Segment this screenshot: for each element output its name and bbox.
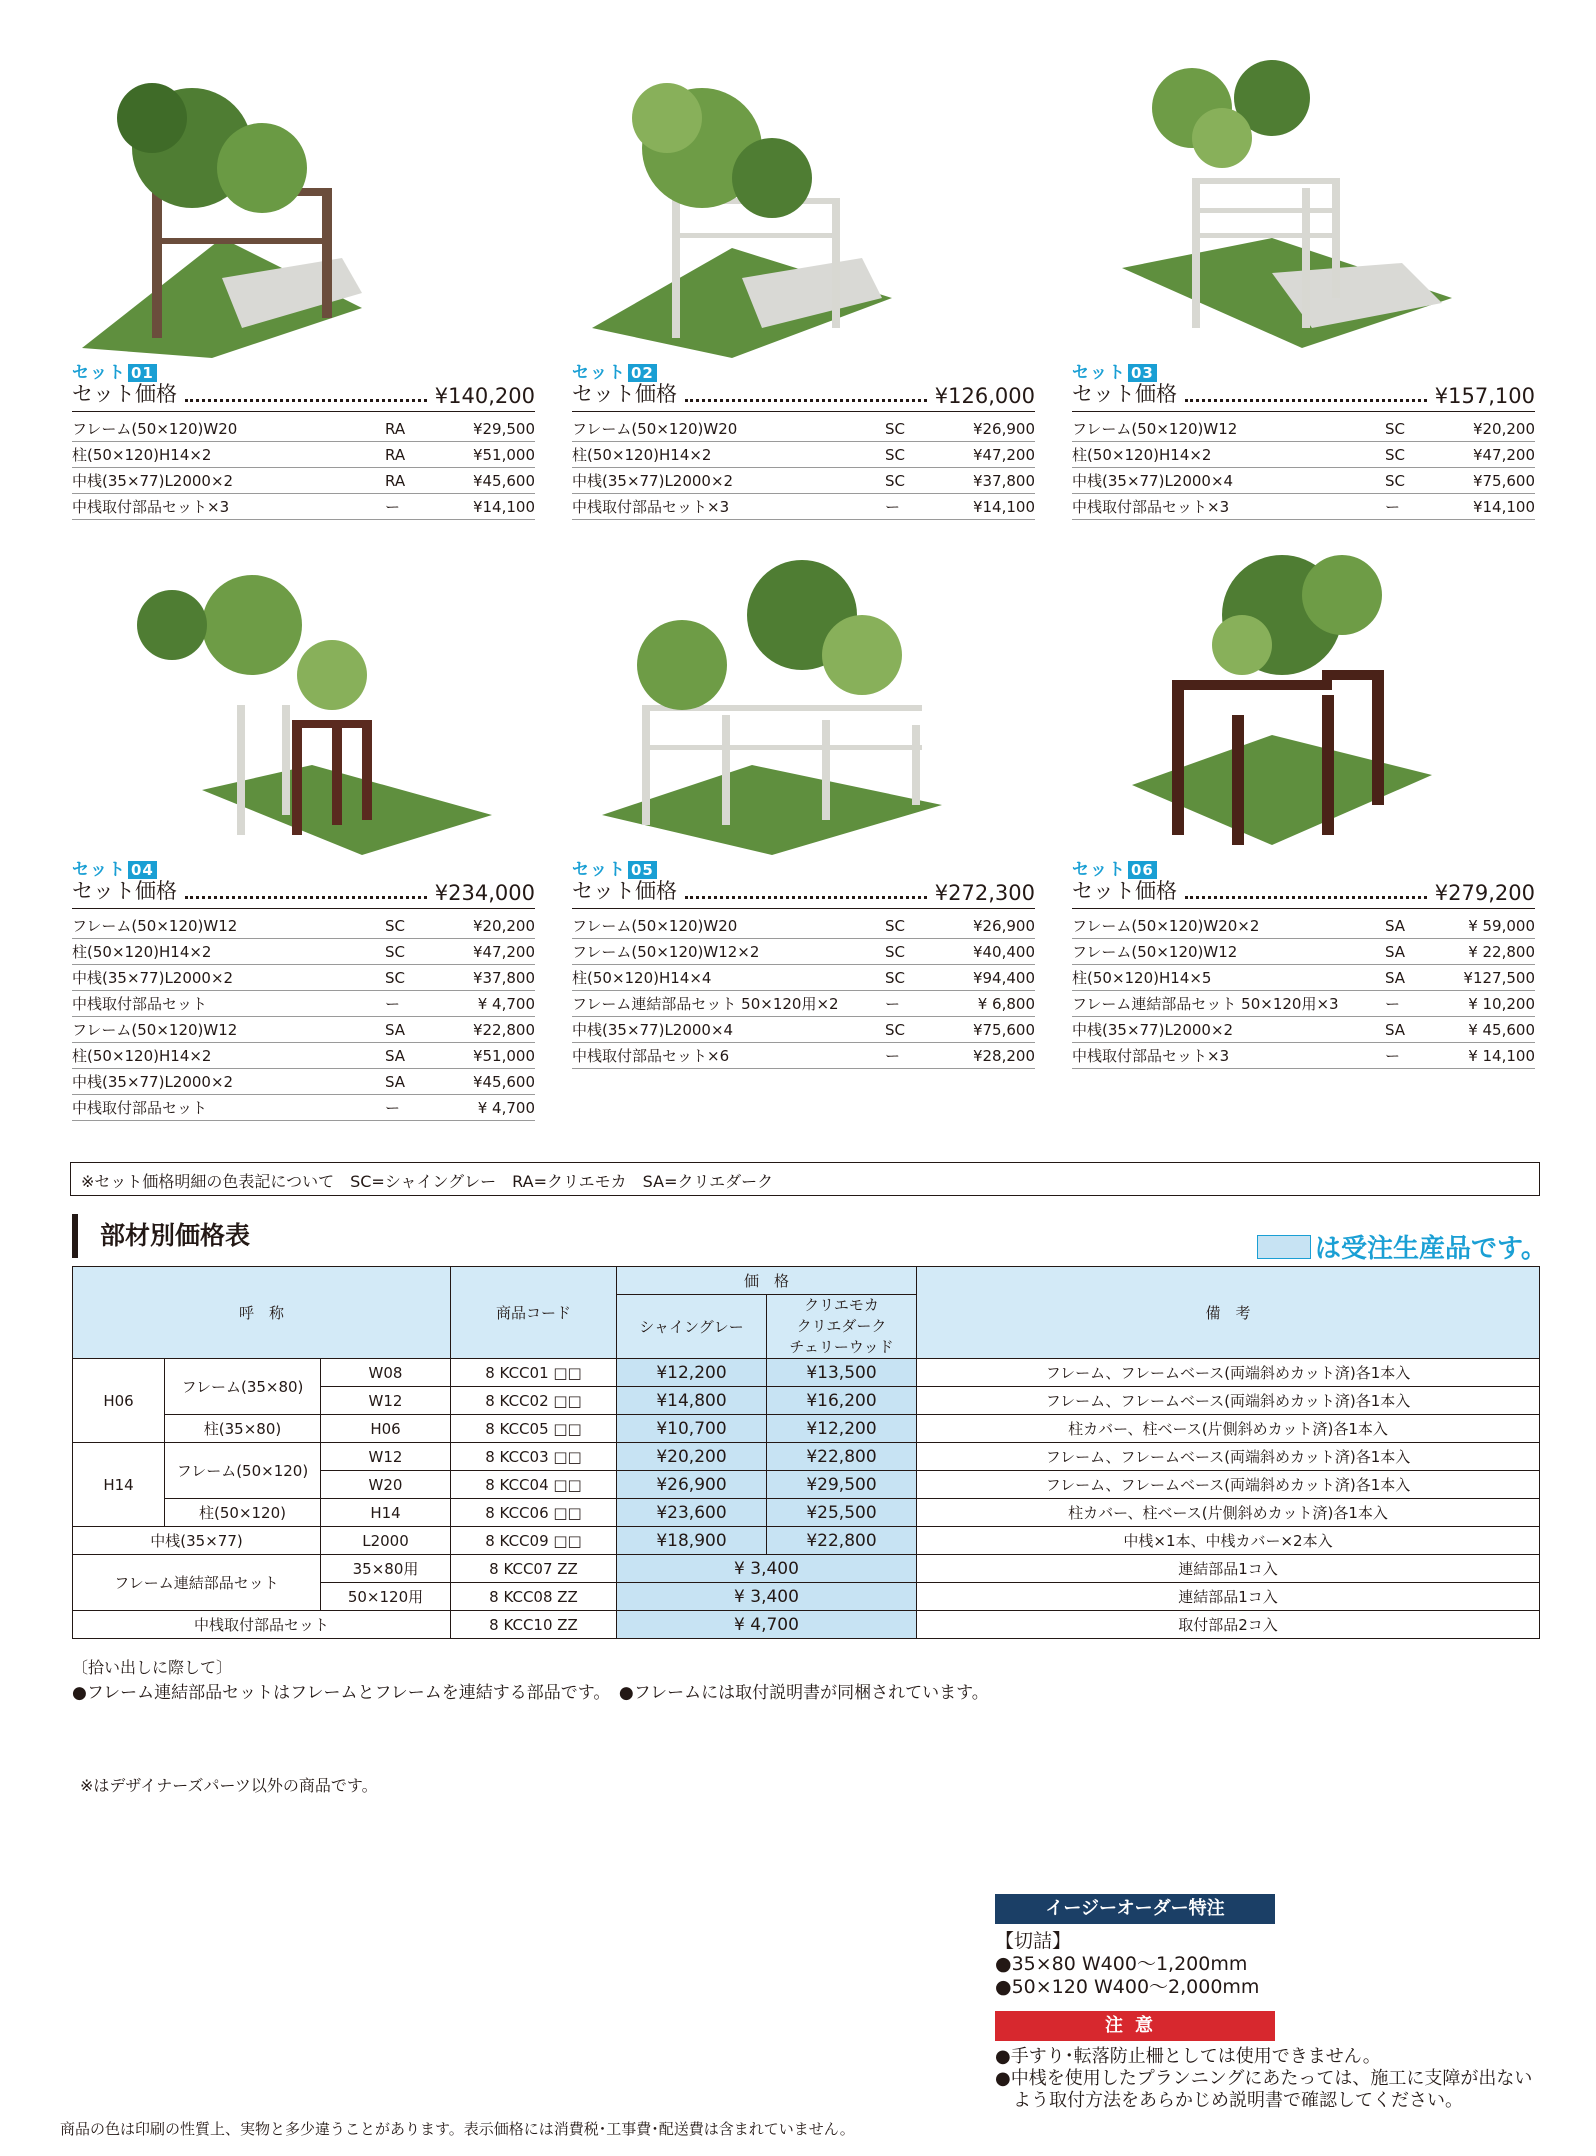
set-price: セット価格 ¥126,000 [572, 380, 1035, 412]
set-row: フレーム(50×120)W12 SA ¥22,800 [72, 1017, 535, 1043]
set-label: セット 01 [72, 358, 157, 383]
header-shine-gray: シャイングレー [617, 1295, 767, 1359]
set-card-01 [72, 58, 535, 516]
garden-image [1072, 555, 1535, 853]
set-row: 中桟(35×77)L2000×2 SA ¥ 45,600 [1072, 1017, 1535, 1043]
legend-swatch [1257, 1235, 1311, 1259]
set-row: 柱(50×120)H14×2 RA ¥51,000 [72, 442, 535, 468]
set-row: 柱(50×120)H14×5 SA ¥127,500 [1072, 965, 1535, 991]
header-price: 価 格 [617, 1267, 917, 1295]
header-crie: クリエモカ クリエダーク チェリーウッド [767, 1295, 917, 1359]
set-row: 柱(50×120)H14×2 SA ¥51,000 [72, 1043, 535, 1069]
garden-image [1072, 58, 1535, 356]
table-row: H14 フレーム(50×120) W12 8 KCC03 □□ ¥20,200 ¥22,800 フレーム、フレームベース(両端斜めカット済)各1本入 [73, 1443, 1540, 1471]
set-row: 中桟(35×77)L2000×2 SC ¥37,800 [572, 468, 1035, 494]
table-row: 50×120用 8 KCC08 ZZ ¥ 3,400 連結部品1コ入 [73, 1583, 1540, 1611]
set-row: 柱(50×120)H14×2 SC ¥47,200 [72, 939, 535, 965]
designer-note: ※はデザイナーズパーツ以外の商品です。 [80, 1776, 378, 1795]
set-card-04 [72, 555, 535, 1117]
set-row: 中桟取付部品セット×6 ー ¥28,200 [572, 1043, 1035, 1069]
set-row: 中桟取付部品セット×3 ー ¥ 14,100 [1072, 1043, 1535, 1069]
set-card-02 [572, 58, 1035, 516]
set-row: 柱(50×120)H14×4 SC ¥94,400 [572, 965, 1035, 991]
table-row: 柱(50×120) H14 8 KCC06 □□ ¥23,600 ¥25,500 柱カバー、柱ベース(片側斜めカット済)各1本入 [73, 1499, 1540, 1527]
set-row: フレーム連結部品セット 50×120用×2 ー ¥ 6,800 [572, 991, 1035, 1017]
set-row: 柱(50×120)H14×2 SC ¥47,200 [572, 442, 1035, 468]
set-row: フレーム(50×120)W20×2 SA ¥ 59,000 [1072, 913, 1535, 939]
table-row: W20 8 KCC04 □□ ¥26,900 ¥29,500 フレーム、フレームベース(両端斜めカット済)各1本入 [73, 1471, 1540, 1499]
header-code: 商品コード [451, 1267, 617, 1359]
table-row: フレーム連結部品セット 35×80用 8 KCC07 ZZ ¥ 3,400 連結部品1コ入 [73, 1555, 1540, 1583]
set-label: セット 02 [572, 358, 657, 383]
set-price: セット価格 ¥279,200 [1072, 877, 1535, 909]
set-card-05 [572, 555, 1035, 1065]
pickup-notes: ●フレーム連結部品セットはフレームとフレームを連結する部品です。 ●フレームには取付説明書が同梱されています。 [72, 1683, 989, 1703]
set-card-03 [1072, 58, 1535, 516]
footer-note: 商品の色は印刷の性質上、実物と多少違うことがあります。表示価格には消費税･工事費･配送費は含まれていません。 [60, 2120, 855, 2138]
set-row: フレーム(50×120)W20 RA ¥29,500 [72, 416, 535, 442]
header-note: 備 考 [917, 1267, 1540, 1359]
garden-image [72, 58, 535, 356]
set-label: セット 05 [572, 855, 657, 880]
set-row: 中桟取付部品セット×3 ー ¥14,100 [72, 494, 535, 520]
table-row: W12 8 KCC02 □□ ¥14,800 ¥16,200 フレーム、フレームベース(両端斜めカット済)各1本入 [73, 1387, 1540, 1415]
table-row: 柱(35×80) H06 8 KCC05 □□ ¥10,700 ¥12,200 柱カバー、柱ベース(片側斜めカット済)各1本入 [73, 1415, 1540, 1443]
set-row: フレーム(50×120)W20 SC ¥26,900 [572, 913, 1035, 939]
header-name: 呼 称 [73, 1267, 451, 1359]
garden-image [572, 555, 1035, 853]
easy-order-badge: イージーオーダー特注 [995, 1894, 1275, 1924]
table-row: 中桟(35×77) L2000 8 KCC09 □□ ¥18,900 ¥22,800 中桟×1本、中桟カバー×2本入 [73, 1527, 1540, 1555]
garden-image [72, 555, 535, 853]
set-row: 中桟(35×77)L2000×4 SC ¥75,600 [1072, 468, 1535, 494]
set-label: セット 06 [1072, 855, 1157, 880]
set-row: 中桟取付部品セット ー ¥ 4,700 [72, 991, 535, 1017]
set-row: フレーム連結部品セット 50×120用×3 ー ¥ 10,200 [1072, 991, 1535, 1017]
set-price: セット価格 ¥272,300 [572, 877, 1035, 909]
parts-price-table [72, 1266, 1540, 1639]
set-row: フレーム(50×120)W20 SC ¥26,900 [572, 416, 1035, 442]
made-to-order-legend: は受注生産品です。 [1257, 1228, 1547, 1265]
garden-image [572, 58, 1035, 356]
cut-info: 【切詰】 ●35×80 W400～1,200mm ●50×120 W400～2,000mm [995, 1930, 1260, 1998]
set-label: セット 03 [1072, 358, 1157, 383]
set-row: フレーム(50×120)W12 SC ¥20,200 [1072, 416, 1535, 442]
table-row: 中桟取付部品セット 8 KCC10 ZZ ¥ 4,700 取付部品2コ入 [73, 1611, 1540, 1639]
set-row: 柱(50×120)H14×2 SC ¥47,200 [1072, 442, 1535, 468]
set-price: セット価格 ¥140,200 [72, 380, 535, 412]
set-row: 中桟取付部品セット×3 ー ¥14,100 [572, 494, 1035, 520]
pickup-heading: 〔拾い出しに際して〕 [72, 1658, 233, 1677]
section-title: 部材別価格表 [72, 1214, 250, 1258]
set-row: フレーム(50×120)W12×2 SC ¥40,400 [572, 939, 1035, 965]
set-row: フレーム(50×120)W12 SC ¥20,200 [72, 913, 535, 939]
set-row: フレーム(50×120)W12 SA ¥ 22,800 [1072, 939, 1535, 965]
set-price: セット価格 ¥234,000 [72, 877, 535, 909]
set-row: 中桟(35×77)L2000×2 RA ¥45,600 [72, 468, 535, 494]
set-label: セット 04 [72, 855, 157, 880]
set-row: 中桟取付部品セット ー ¥ 4,700 [72, 1095, 535, 1121]
color-note: ※セット価格明細の色表記について SC=シャイングレー RA=クリエモカ SA=クリエダーク [70, 1162, 1540, 1196]
set-row: 中桟取付部品セット×3 ー ¥14,100 [1072, 494, 1535, 520]
table-row: H06 フレーム(35×80) W08 8 KCC01 □□ ¥12,200 ¥13,500 フレーム、フレームベース(両端斜めカット済)各1本入 [73, 1359, 1540, 1387]
set-row: 中桟(35×77)L2000×2 SA ¥45,600 [72, 1069, 535, 1095]
set-card-06 [1072, 555, 1535, 1065]
set-row: 中桟(35×77)L2000×4 SC ¥75,600 [572, 1017, 1035, 1043]
set-row: 中桟(35×77)L2000×2 SC ¥37,800 [72, 965, 535, 991]
set-price: セット価格 ¥157,100 [1072, 380, 1535, 412]
caution-text: ●手すり･転落防止柵としては使用できません。 ●中桟を使用したプランニングにあたっては、施工に支障が出ない よう取付方法をあらかじめ説明書で確認してください。 [995, 2046, 1533, 2111]
caution-badge: 注意 [995, 2011, 1275, 2041]
